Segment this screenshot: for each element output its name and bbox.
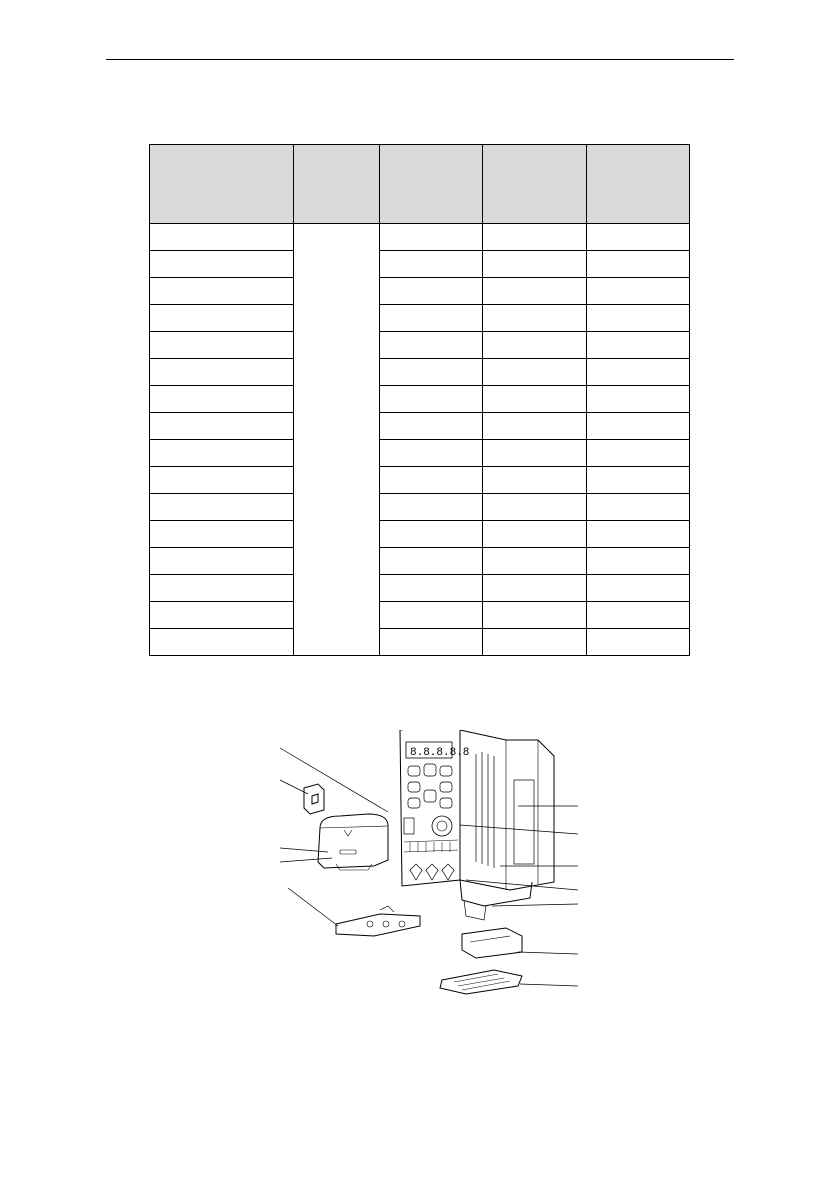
table-row — [150, 386, 690, 413]
column-header — [587, 145, 690, 224]
table-cell — [483, 251, 587, 278]
column-header — [380, 145, 483, 224]
table-cell — [380, 305, 483, 332]
table-cell — [150, 413, 294, 440]
table-row — [150, 278, 690, 305]
table-cell — [587, 224, 690, 251]
merged-cell — [294, 224, 380, 656]
table-cell — [380, 386, 483, 413]
table-cell — [587, 386, 690, 413]
table-row — [150, 467, 690, 494]
table-row — [150, 251, 690, 278]
table-cell — [587, 602, 690, 629]
table-cell — [483, 413, 587, 440]
table-cell — [150, 548, 294, 575]
table-cell — [483, 548, 587, 575]
table-cell — [483, 359, 587, 386]
table-cell — [483, 305, 587, 332]
table-cell — [380, 251, 483, 278]
table-cell — [380, 224, 483, 251]
table-cell — [150, 602, 294, 629]
table-cell — [587, 548, 690, 575]
table-cell — [380, 440, 483, 467]
table-cell — [587, 359, 690, 386]
table-cell — [150, 440, 294, 467]
table-cell — [380, 629, 483, 656]
table-cell — [587, 521, 690, 548]
table-row — [150, 575, 690, 602]
table-cell — [483, 278, 587, 305]
table-cell — [150, 467, 294, 494]
table-cell — [587, 305, 690, 332]
table-cell — [587, 467, 690, 494]
table-cell — [587, 440, 690, 467]
display-digits: 8.8.8.8.8 — [410, 747, 470, 759]
table-cell — [483, 575, 587, 602]
keypad — [408, 764, 452, 808]
table-cell — [380, 332, 483, 359]
table-cell — [483, 521, 587, 548]
terminal-plate — [336, 906, 420, 936]
exploded-view-diagram — [270, 730, 590, 1000]
table-cell — [150, 359, 294, 386]
table-cell — [587, 278, 690, 305]
inverter-body — [400, 730, 554, 920]
knob-cap — [304, 784, 324, 814]
fan-grille — [440, 970, 522, 994]
table-cell — [483, 467, 587, 494]
table-cell — [587, 494, 690, 521]
column-header — [294, 145, 380, 224]
table-cell — [587, 332, 690, 359]
table-cell — [150, 575, 294, 602]
table-row — [150, 440, 690, 467]
table-cell — [380, 521, 483, 548]
table-cell — [587, 413, 690, 440]
table-row — [150, 602, 690, 629]
table-row — [150, 494, 690, 521]
specification-table — [149, 144, 690, 656]
table-cell — [380, 575, 483, 602]
table-cell — [150, 332, 294, 359]
table-cell — [380, 359, 483, 386]
table-cell — [380, 494, 483, 521]
table-cell — [483, 224, 587, 251]
table-cell — [150, 386, 294, 413]
leader-lines-left — [280, 748, 388, 926]
table-cell — [483, 494, 587, 521]
table-cell — [150, 224, 294, 251]
table-cell — [380, 467, 483, 494]
table-row — [150, 521, 690, 548]
table-cell — [483, 386, 587, 413]
table-cell — [587, 629, 690, 656]
column-header — [483, 145, 587, 224]
table-cell — [380, 548, 483, 575]
table-cell — [587, 251, 690, 278]
table-cell — [380, 602, 483, 629]
table-cell — [150, 629, 294, 656]
table-row — [150, 332, 690, 359]
table-row — [150, 359, 690, 386]
table-cell — [483, 629, 587, 656]
table-header-row — [150, 145, 690, 224]
table-row — [150, 548, 690, 575]
table-cell — [150, 521, 294, 548]
table-cell — [150, 251, 294, 278]
table-cell — [483, 332, 587, 359]
column-header — [150, 145, 294, 224]
table-row — [150, 629, 690, 656]
potentiometer-knob — [432, 816, 452, 836]
table-row — [150, 413, 690, 440]
cooling-fan — [462, 928, 522, 958]
table-cell — [150, 305, 294, 332]
table-cell — [150, 278, 294, 305]
header-rule — [106, 59, 734, 60]
table-cell — [150, 494, 294, 521]
table-row — [150, 305, 690, 332]
table-cell — [587, 575, 690, 602]
table-cell — [483, 602, 587, 629]
table-cell — [380, 413, 483, 440]
table-cell — [380, 278, 483, 305]
terminal-cover — [318, 814, 388, 870]
leader-lines-right — [460, 806, 578, 986]
table-row — [150, 224, 690, 251]
table-cell — [483, 440, 587, 467]
